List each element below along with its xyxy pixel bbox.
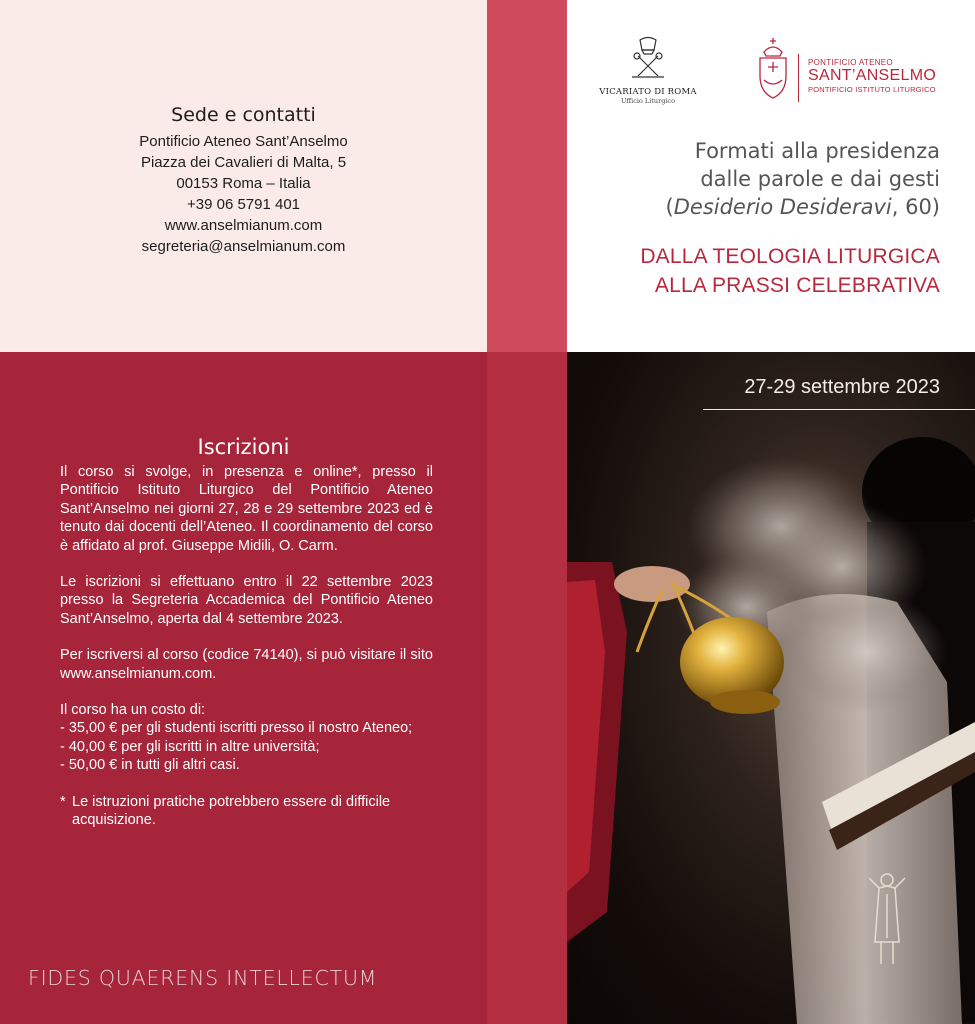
cost-item: - 40,00 € per gli iscritti in altre università; [60, 738, 320, 755]
anselmo-line-3: PONTIFICIO ISTITUTO LITURGICO [808, 85, 936, 94]
cost-item: - 35,00 € per gli studenti iscritti presso il nostro Ateneo; [60, 720, 413, 737]
info-body [60, 463, 433, 830]
papal-keys-icon [628, 36, 668, 80]
contacts-block [0, 131, 487, 257]
decorative-stripe-bottom [487, 352, 567, 1024]
footnote [60, 793, 433, 830]
cost-item: - 50,00 € in tutti gli altri casi. [60, 757, 240, 774]
title-line-3 [666, 193, 940, 221]
event-dates: 27-29 settembre 2023 [744, 376, 940, 398]
cost-intro: Il corso ha un costo di: [60, 702, 206, 719]
footnote-mark: * [60, 793, 66, 810]
logo-divider [798, 54, 799, 102]
incense-scene-illustration [567, 352, 975, 1024]
info-title: Iscrizioni [197, 435, 290, 459]
info-paragraph-1: Il corso si svolge, in presenza e online*, presso il Pontificio Istituto Liturgico del Pontificio Ateneo Sant’Anselmo nei giorni 27, 28 e 29 settembre 2023 ed è tenuto dai docenti dell’Ateneo. Il coordinamento del corso è affidato al prof. Giuseppe Midili, O. Carm. [60, 464, 433, 554]
contact-website[interactable]: www.anselmianum.com [164, 217, 323, 234]
main-title [666, 137, 940, 221]
anselmo-logo-text [808, 58, 936, 94]
vicariato-subtitle: Ufficio Liturgico [621, 97, 675, 105]
crest-icon [756, 36, 790, 100]
title-line-2: dalle parole e dai gesti [700, 167, 940, 191]
anselmo-line-1: PONTIFICIO ATENEO [808, 58, 893, 67]
info-paragraph-3: Per iscriversi al corso (codice 74140), si può visitare il sito www.anselmianum.com. [60, 647, 433, 682]
anselmo-line-2: SANT’ANSELMO [808, 67, 937, 84]
subtitle-line-2: ALLA PRASSI CELEBRATIVA [654, 274, 940, 297]
cost-list [60, 719, 433, 774]
liturgy-photo [567, 352, 975, 1024]
motto: FIDES QUAERENS INTELLECTUM [28, 966, 378, 990]
vicariato-name: VICARIATO DI ROMA [599, 87, 697, 97]
contact-email[interactable]: segreteria@anselmianum.com [141, 238, 346, 255]
subtitle [640, 242, 940, 300]
decorative-stripe-top [487, 0, 567, 352]
contact-phone[interactable]: +39 06 5791 401 [186, 196, 301, 213]
vicariato-logo [598, 36, 698, 105]
title-quote: Desiderio Desideravi [673, 195, 892, 219]
contact-address: Piazza dei Cavalieri di Malta, 5 [140, 154, 347, 171]
contact-city: 00153 Roma – Italia [176, 175, 311, 192]
subtitle-line-1: DALLA TEOLOGIA LITURGICA [640, 245, 940, 268]
date-underline [703, 409, 975, 410]
info-paragraph-2: Le iscrizioni si effettuano entro il 22 settembre 2023 presso la Segreteria Accademica del Pontificio Ateneo Sant’Anselmo, aperta dal 4 settembre 2023. [60, 574, 433, 627]
contacts-title: Sede e contatti [171, 104, 316, 126]
title-line-1: Formati alla presidenza [694, 139, 940, 163]
footnote-text: Le istruzioni pratiche potrebbero essere di difficile acquisizione. [72, 793, 391, 829]
title-paren-close: , 60) [891, 195, 940, 219]
title-paren-open: ( [665, 195, 674, 219]
contact-institution: Pontificio Ateneo Sant’Anselmo [139, 133, 348, 150]
